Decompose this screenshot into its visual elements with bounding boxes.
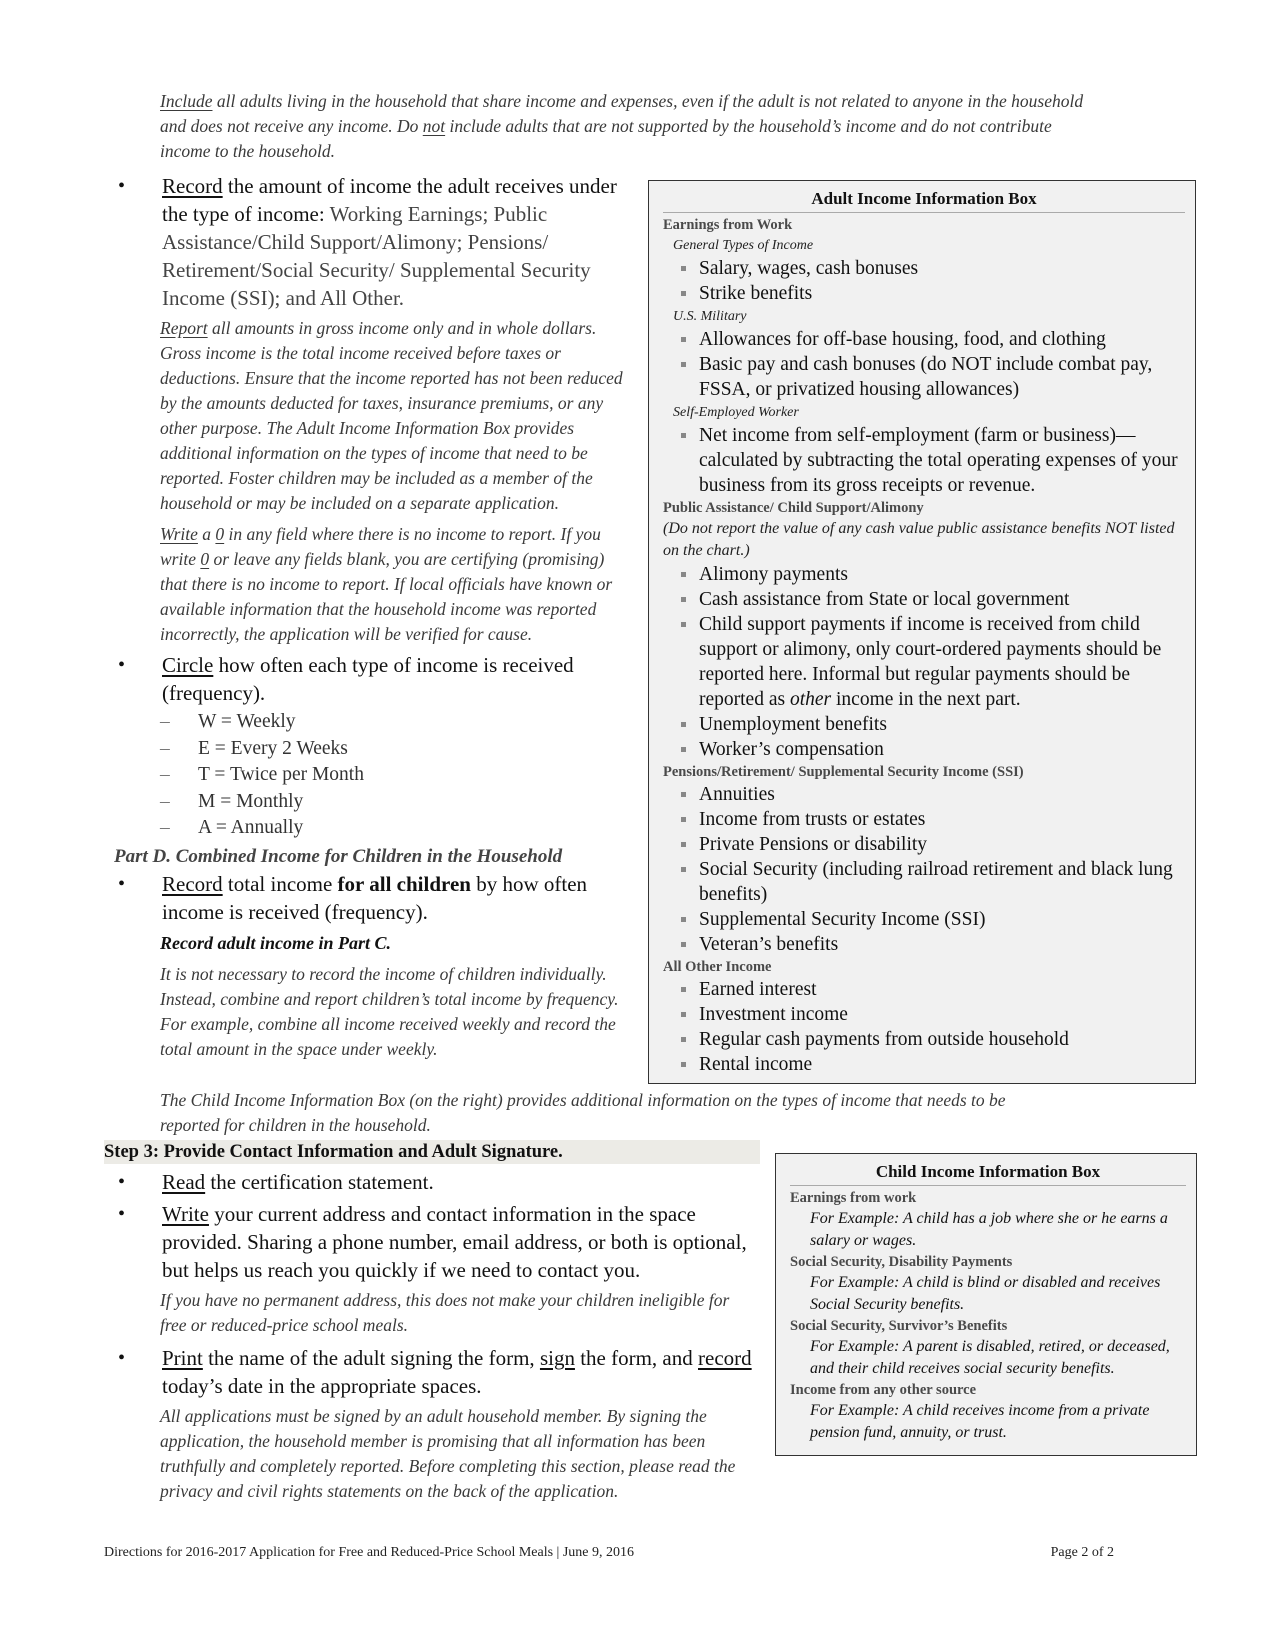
adult-income-information-box [648,180,1196,1084]
list-item: Supplemental Security Income (SSI) [649,907,1195,932]
subcategory-self-employed: Self-Employed Worker [673,405,799,420]
category-all-other: All Other Income [663,959,772,975]
list-item: Annuities [649,782,1195,807]
child-example: For Example: A parent is disabled, retired, or deceased, and their child receives social security benefits. [810,1338,1170,1377]
list-item: Net income from self-employment (farm or business)—calculated by subtracting the total operating expenses of your business from its gross receipts or revenue. [649,423,1195,498]
record-children-income-item: • Record total income for all children by how often income is received (frequency). [118,871,588,924]
square-bullet-icon [681,842,686,847]
child-example: For Example: A child receives income from a private pension fund, annuity, or trust. [810,1402,1150,1441]
square-bullet-icon [681,1062,686,1067]
child-category: Income from any other source [790,1382,977,1398]
square-bullet-icon [681,1037,686,1042]
child-category: Social Security, Disability Payments [790,1254,1013,1270]
bullet-icon: • [118,175,126,197]
child-income-information-box [775,1153,1197,1456]
record-adult-income-item: • Record the amount of income the adult receives under the type of income: Working Earnings; Public Assistance/Child Support/Alimony; Pensions/ Retirement/Social Security/ Supplemental Security Income (SSI); and All Other. [118,174,617,310]
frequency-item: – A = Annually [160,817,304,838]
part-d-heading: Part D. Combined Income for Children in the Household [114,845,563,867]
square-bullet-icon [681,362,686,367]
frequency-item: – M = Monthly [160,790,304,812]
child-category: Social Security, Survivor’s Benefits [790,1318,1008,1334]
list-item: Earned interest [649,977,1195,1002]
write-address-item: • Write your current address and contact information in the space provided. Sharing a phone number, email address, or both is optional, but helps us reach you quickly if we need to contact you. [118,1202,747,1282]
public-assistance-note: (Do not report the value of any cash value public assistance benefits NOT listed on the chart.) [663,520,1175,559]
category-pensions: Pensions/Retirement/ Supplemental Security Income (SSI) [663,764,1024,780]
list-item: Social Security (including railroad retirement and black lung benefits) [649,857,1195,907]
child-box-reference-note: The Child Income Information Box (on the right) provides additional information on the types of income that needs to be reported for children in the household. [160,1090,1006,1135]
subcategory-military: U.S. Military [673,309,747,324]
square-bullet-icon [681,942,686,947]
print-sign-record-item: • Print the name of the adult signing the form, sign the form, and record today’s date in the appropriate spaces. [118,1346,752,1398]
square-bullet-icon [681,291,686,296]
square-bullet-icon [681,597,686,602]
step-3-instructions [120,1168,770,1504]
frequency-item: – W = Weekly [160,711,296,732]
left-column [114,172,640,1062]
list-item: Basic pay and cash bonuses (do NOT include combat pay, FSSA, or privatized housing allowances) [649,352,1195,402]
square-bullet-icon [681,337,686,342]
list-item: Private Pensions or disability [649,832,1195,857]
category-public-assistance: Public Assistance/ Child Support/Alimony [663,500,924,516]
intro-note: Include all adults living in the household that share income and expenses, even if the adult is not related to anyone in the household and does not receive any income. Do not include adults that are not supported by the household’s income and do not contribute income to the household. [160,91,1084,161]
child-category: Earnings from work [790,1190,917,1206]
list-item: Income from trusts or estates [649,807,1195,832]
list-item: Salary, wages, cash bonuses [649,256,1195,281]
report-note: Report all amounts in gross income only and in whole dollars. Gross income is the total income received before taxes or deductions. Ensure that the income reported has not been reduced by the amounts deducted for taxes, insurance premiums, or any other purpose. The Adult Income Information Box provides additional information on the types of income that need to be reported. Foster children may be included as a member of the household or may be included on a separate application. [160,318,623,513]
page-footer [104,1545,1114,1561]
read-certification-item: • Read the certification statement. [118,1170,434,1194]
list-item: Rental income [649,1052,1195,1077]
square-bullet-icon [681,747,686,752]
category-earnings: Earnings from Work [663,217,793,233]
child-example: For Example: A child is blind or disabled and receives Social Security benefits. [810,1274,1161,1313]
frequency-list [120,709,640,842]
list-item: Investment income [649,1002,1195,1027]
child-example: For Example: A child has a job where she or he earns a salary or wages. [810,1210,1168,1249]
subcategory-general: General Types of Income [673,238,814,253]
adult-income-part-c-note: Record adult income in Part C. [160,932,392,953]
bullet-icon: • [118,872,126,895]
square-bullet-icon [681,622,686,627]
signature-note: All applications must be signed by an adult household member. By signing the application, the household member is promising that all information has been truthfully and completely reported. Before completing this section, please read the privacy and civil rights statements on the back of the application. [160,1406,736,1501]
bullet-icon: • [118,1203,126,1225]
square-bullet-icon [681,792,686,797]
adult-box-title: Adult Income Information Box [663,181,1185,213]
square-bullet-icon [681,867,686,872]
combine-income-note: It is not necessary to record the income of children individually. Instead, combine and report children’s total income by frequency. For example, combine all income received weekly and record the total amount in the space under weekly. [160,963,619,1059]
list-item: Child support payments if income is received from child support or alimony, only court-ordered payments should be reported here. Informal but regular payments should be reported as other income in the next part. [649,612,1195,712]
page-number: Page 2 of 2 [1050,1545,1114,1560]
square-bullet-icon [681,987,686,992]
square-bullet-icon [681,572,686,577]
step-3-heading: Step 3: Provide Contact Information and Adult Signature. [104,1140,760,1164]
frequency-item: – E = Every 2 Weeks [160,737,348,759]
square-bullet-icon [681,1012,686,1017]
frequency-item: – T = Twice per Month [160,764,364,785]
circle-frequency-item: • Circle how often each type of income is received (frequency). [118,653,574,705]
write-zero-note: Write a 0 in any field where there is no income to report. If you write 0 or leave any fields blank, you are certifying (promising) that there is no income to report. If local officials have known or available information that the household income was reported incorrectly, the application will be verified for cause. [160,524,613,644]
list-item: Regular cash payments from outside household [649,1027,1195,1052]
child-box-title: Child Income Information Box [790,1154,1186,1186]
list-item: Worker’s compensation [649,737,1195,762]
list-item: Strike benefits [649,281,1195,306]
list-item: Alimony payments [649,562,1195,587]
bullet-icon: • [118,1347,126,1369]
footer-title: Directions for 2016-2017 Application for Free and Reduced-Price School Meals | June 9, 2016 [104,1545,635,1560]
square-bullet-icon [681,266,686,271]
bullet-icon: • [118,654,126,676]
list-item: Unemployment benefits [649,712,1195,737]
square-bullet-icon [681,917,686,922]
include-verb: Include [160,91,213,111]
list-item: Allowances for off-base housing, food, and clothing [649,327,1195,352]
square-bullet-icon [681,433,686,438]
square-bullet-icon [681,722,686,727]
no-permanent-address-note: If you have no permanent address, this does not make your children ineligible for free or reduced-price school meals. [160,1290,730,1335]
bullet-icon: • [118,1171,126,1193]
list-item: Veteran’s benefits [649,932,1195,957]
square-bullet-icon [681,817,686,822]
list-item: Cash assistance from State or local government [649,587,1195,612]
